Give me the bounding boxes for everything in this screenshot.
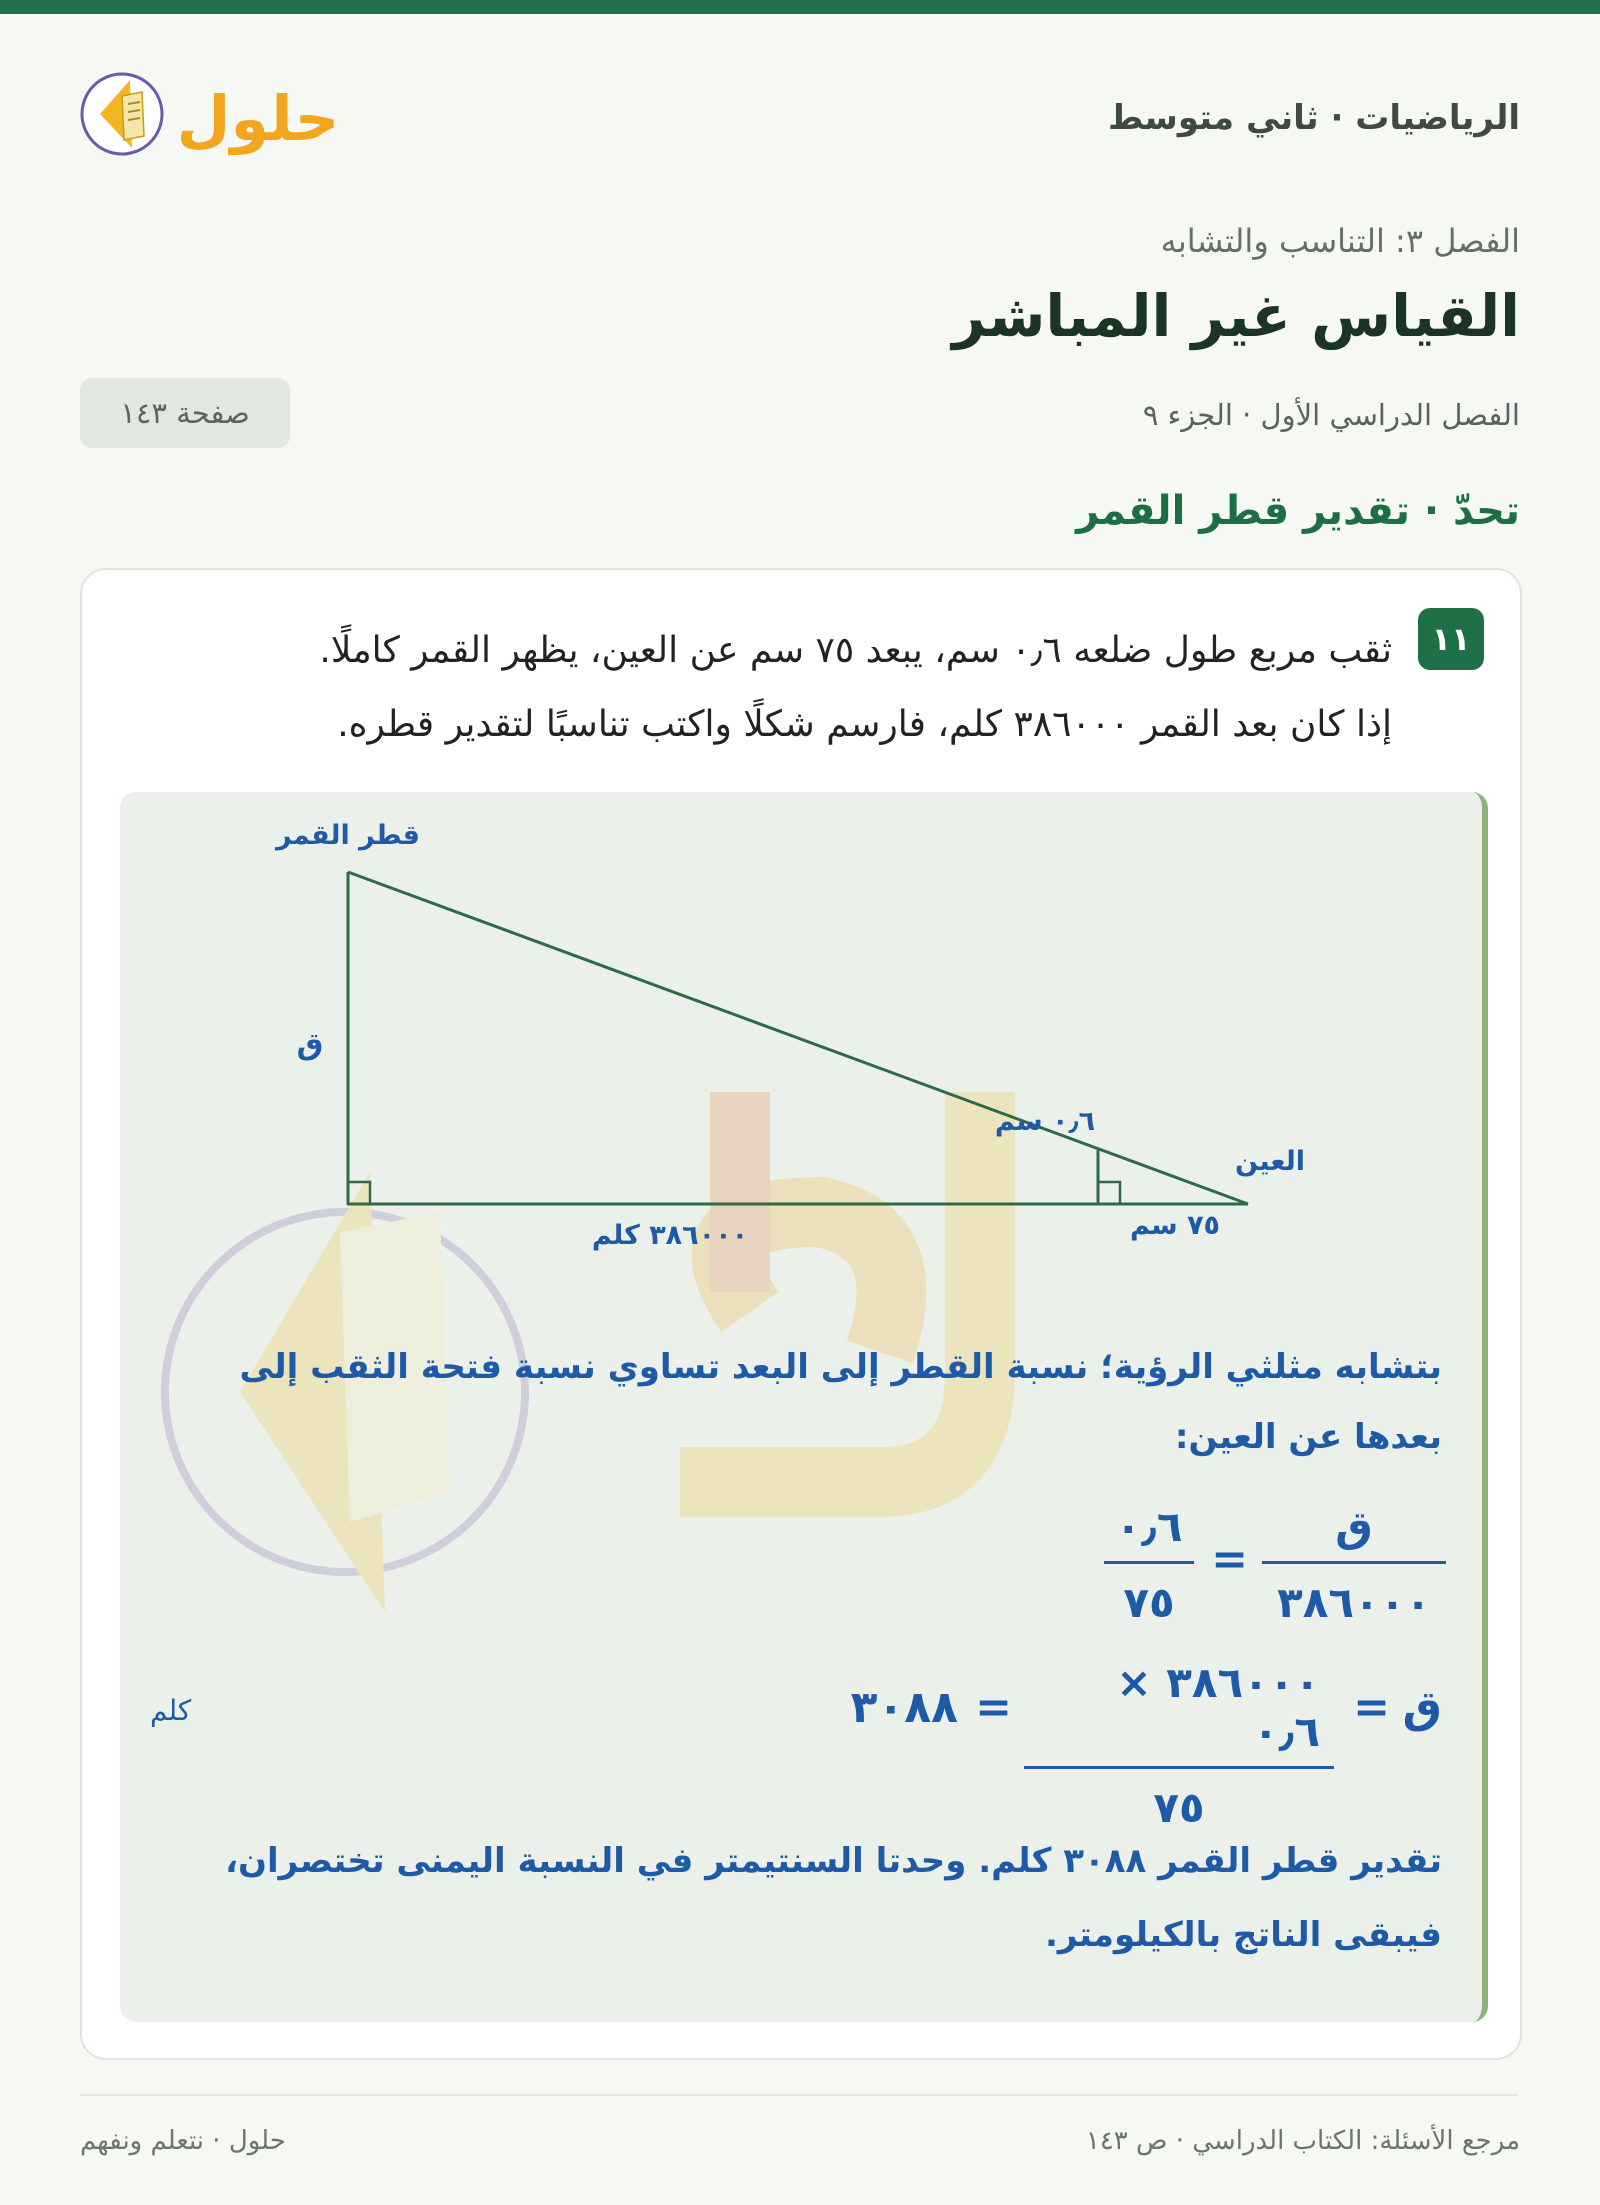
answer-box bbox=[120, 792, 1488, 2022]
subject-label: الرياضيات · ثاني متوسط bbox=[1108, 98, 1520, 138]
section-heading: تحدّ · تقدير قطر القمر bbox=[1076, 488, 1520, 534]
calc-equals-2: = bbox=[975, 1682, 1012, 1733]
proportion-right-numerator: ٠٫٦ bbox=[1115, 1502, 1183, 1551]
solution-reason: بتشابه مثلثي الرؤية؛ نسبة القطر إلى البعد تساوي نسبة فتحة الثقب إلى بعدها عن العين: bbox=[239, 1347, 1442, 1457]
proportion-equals: = bbox=[1211, 1534, 1248, 1585]
calc-result: ٣٠٨٨ bbox=[850, 1682, 958, 1733]
question-line-2: إذا كان بعد القمر ٣٨٦٠٠٠ كلم، فارسم شكلًا واكتب تناسبًا لتقدير قطره. bbox=[337, 704, 1392, 745]
solution-conclusion: تقدير قطر القمر ٣٠٨٨ كلم. وحدتا السنتيمتر في النسبة اليمنى تختصران، فيبقى الناتج بالكيلومتر. bbox=[225, 1841, 1442, 1955]
proportion-left-denominator: ٣٨٦٠٠٠ bbox=[1277, 1578, 1431, 1627]
term-label: الفصل الدراسي الأول · الجزء ٩ bbox=[1142, 398, 1520, 432]
calc-fraction bbox=[1024, 1658, 1334, 1832]
moon-distance-label: ٣٨٦٠٠٠ كلم bbox=[591, 1220, 749, 1251]
right-angle-mark-moon bbox=[348, 1182, 370, 1204]
question-card bbox=[80, 568, 1522, 2060]
question-number-badge: ١١ bbox=[1418, 608, 1484, 670]
diameter-variable-label: ق bbox=[296, 1027, 324, 1062]
hulul-logo[interactable] bbox=[78, 62, 358, 172]
question-line-1: ثقب مربع طول ضلعه ٠٫٦ سم، يبعد ٧٥ سم عن العين، يظهر القمر كاملًا. bbox=[319, 630, 1392, 671]
logo-wordmark: حلول bbox=[176, 82, 340, 155]
right-angle-mark-hole bbox=[1098, 1182, 1120, 1204]
eye-label: العين bbox=[1235, 1146, 1305, 1177]
question-text bbox=[142, 614, 1392, 762]
moon-diameter-label: قطر القمر bbox=[276, 820, 420, 851]
proportion-left-fraction bbox=[1262, 1502, 1446, 1627]
hole-size-label: ٠٫٦ سم bbox=[994, 1106, 1096, 1137]
proportion-right-denominator: ٧٥ bbox=[1123, 1578, 1175, 1627]
proportion-left-numerator: ق bbox=[1335, 1502, 1373, 1551]
page-badge: صفحة ١٤٣ bbox=[80, 378, 290, 448]
calc-equals-1: = bbox=[1353, 1682, 1390, 1733]
sight-line bbox=[348, 872, 1248, 1204]
footer-reference: مرجع الأسئلة: الكتاب الدراسي · ص ١٤٣ bbox=[1085, 2126, 1520, 2156]
calc-numerator: ٣٨٦٠٠٠ × ٠٫٦ bbox=[1116, 1658, 1320, 1756]
lesson-title: القياس غير المباشر bbox=[952, 282, 1520, 350]
calc-unit: كلم bbox=[150, 1694, 192, 1727]
proportion-right-fraction bbox=[1104, 1502, 1194, 1627]
footer-tagline: حلول · نتعلم ونفهم bbox=[80, 2126, 286, 2156]
footer-divider bbox=[80, 2094, 1518, 2096]
chapter-label: الفصل ٣: التناسب والتشابه bbox=[1160, 222, 1520, 260]
top-accent-bar bbox=[0, 0, 1600, 14]
hole-distance-label: ٧٥ سم bbox=[1129, 1210, 1221, 1241]
calc-variable: ق bbox=[1402, 1682, 1442, 1733]
calc-denominator: ٧٥ bbox=[1153, 1783, 1205, 1832]
